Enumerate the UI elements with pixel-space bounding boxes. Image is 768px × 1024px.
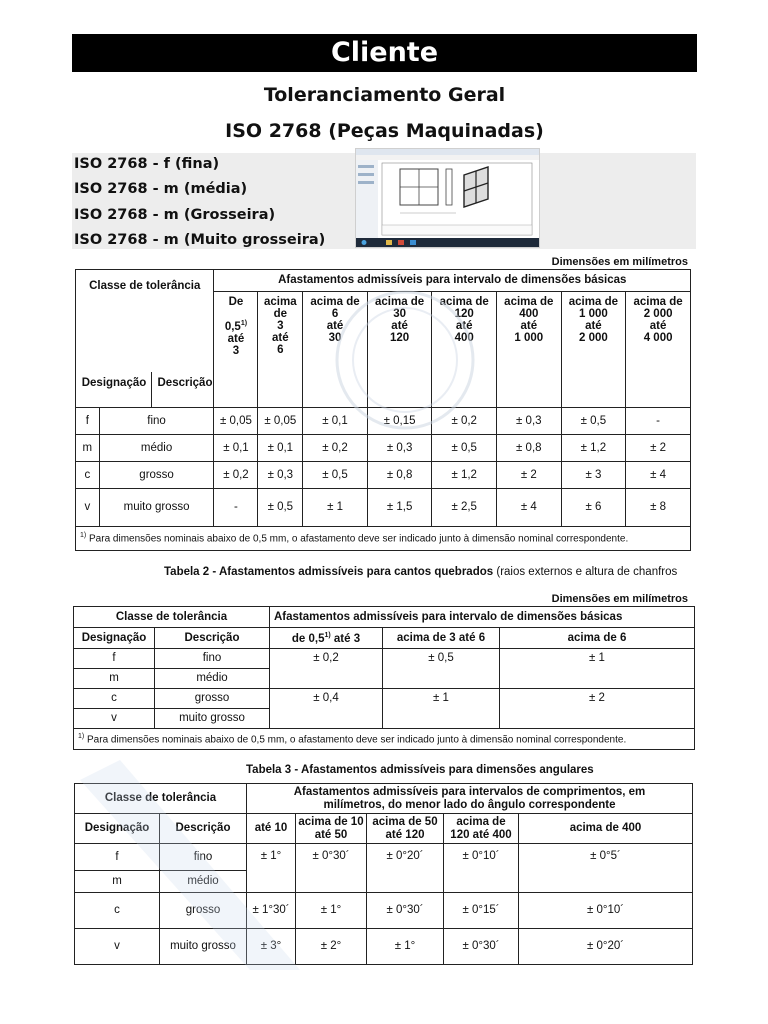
column-divider <box>151 372 152 407</box>
value-cell: ± 4 <box>497 489 562 527</box>
value-cell: ± 1,2 <box>561 435 626 462</box>
value-cell: ± 2 <box>626 435 691 462</box>
value-cell: ± 0°30´ <box>444 929 519 965</box>
group-header: Afastamentos admissíveis para intervalos de comprimentos, em milímetros, do menor lado do ângulo correspondente <box>247 784 693 814</box>
value-cell: ± 0°5´ <box>519 844 693 893</box>
value-cell: ± 0°15´ <box>444 893 519 929</box>
footnote: $^{1)}$ Para dimensões nominais abaixo de 0,5 mm, o afastamento deve ser indicado junto à dimensão nominal correspondente. <box>76 527 691 551</box>
range-header: acima de 10 até 50 <box>296 814 367 844</box>
value-cell: ± 0°20´ <box>367 844 444 893</box>
value-cell: ± 0,3 <box>367 435 432 462</box>
value-cell: ± 0,3 <box>258 462 303 489</box>
value-cell: ± 1 <box>383 688 500 728</box>
value-cell: ± 0,1 <box>258 435 303 462</box>
document-subtitle: Toleranciamento Geral <box>263 84 506 106</box>
value-cell: ± 0,4 <box>270 688 383 728</box>
grade-coarse: ISO 2768 - m (Grosseira) <box>74 207 276 223</box>
range-header: acima de 6 <box>500 628 695 649</box>
range-header: acima de 50 até 120 <box>367 814 444 844</box>
value-cell: ± 0,2 <box>270 649 383 689</box>
units-label: Dimensões em milímetros <box>551 256 688 268</box>
value-cell: ± 0,5 <box>258 489 303 527</box>
range-header: acima de 3 até 6 <box>258 292 303 408</box>
value-cell: ± 0,5 <box>561 408 626 435</box>
value-cell: ± 0°10´ <box>444 844 519 893</box>
range-header: acima de 120 até 400 <box>432 292 497 408</box>
designation-header: Designação <box>74 628 155 649</box>
range-header: acima de 400 <box>519 814 693 844</box>
value-cell: ± 0,05 <box>258 408 303 435</box>
value-cell: ± 0°10´ <box>519 893 693 929</box>
value-cell: ± 0°20´ <box>519 929 693 965</box>
designation-cell: c <box>76 462 100 489</box>
value-cell: ± 0,5 <box>303 462 368 489</box>
value-cell: ± 2,5 <box>432 489 497 527</box>
grade-medium: ISO 2768 - m (média) <box>74 181 248 197</box>
description-header: Descrição <box>160 814 247 844</box>
value-cell: ± 1,2 <box>432 462 497 489</box>
value-cell: ± 0,15 <box>367 408 432 435</box>
value-cell: ± 6 <box>561 489 626 527</box>
value-cell: ± 0,8 <box>497 435 562 462</box>
description-cell: muito grosso <box>160 929 247 965</box>
range-header: acima de 400 até 1 000 <box>497 292 562 408</box>
client-title-bar <box>72 34 697 72</box>
value-cell: ± 0,5 <box>383 649 500 689</box>
description-cell: médio <box>155 669 270 689</box>
description-header: Descrição <box>155 628 270 649</box>
designation-cell: c <box>74 688 155 708</box>
value-cell: ± 1 <box>303 489 368 527</box>
cad-drawing-image <box>356 149 539 247</box>
value-cell: ± 4 <box>626 462 691 489</box>
designation-cell: m <box>75 871 160 893</box>
designation-cell: m <box>76 435 100 462</box>
value-cell: ± 1° <box>296 893 367 929</box>
drawing-screenshot-thumbnail <box>355 148 540 248</box>
footnote: $^{1)}$ Para dimensões nominais abaixo de 0,5 mm, o afastamento deve ser indicado junto à dimensão nominal correspondente. <box>74 728 695 749</box>
description-cell: médio <box>99 435 214 462</box>
description-cell: fino <box>99 408 214 435</box>
value-cell: ± 1° <box>247 844 296 893</box>
designation-cell: v <box>75 929 160 965</box>
client-title: Cliente <box>330 37 439 68</box>
designation-cell: f <box>76 408 100 435</box>
value-cell: ± 0,3 <box>497 408 562 435</box>
class-header: Classe de tolerância <box>75 784 247 814</box>
range-header: acima de 1 000 até 2 000 <box>561 292 626 408</box>
designation-cell: m <box>74 669 155 689</box>
value-cell: ± 0,1 <box>303 408 368 435</box>
range-header: acima de 3 até 6 <box>383 628 500 649</box>
table2-caption: Tabela 2 - Afastamentos admissíveis para cantos quebrados (raios externos e altura de chanfros <box>164 566 678 578</box>
designation-cell: f <box>74 649 155 669</box>
broken-edges-table <box>73 606 695 750</box>
class-header: Classe de tolerância <box>74 607 270 628</box>
value-cell: ± 0°30´ <box>367 893 444 929</box>
value-cell: ± 3 <box>561 462 626 489</box>
grade-very-coarse: ISO 2768 - m (Muito grosseira) <box>74 232 326 248</box>
value-cell: ± 0,2 <box>214 462 258 489</box>
value-cell: ± 1,5 <box>367 489 432 527</box>
units-label: Dimensões em milímetros <box>551 593 688 605</box>
value-cell: - <box>626 408 691 435</box>
value-cell: ± 0°30´ <box>296 844 367 893</box>
linear-tolerance-table <box>75 269 691 551</box>
value-cell: ± 3° <box>247 929 296 965</box>
description-cell: grosso <box>155 688 270 708</box>
range-header: acima de 120 até 400 <box>444 814 519 844</box>
value-cell: ± 0,1 <box>214 435 258 462</box>
description-cell: fino <box>160 844 247 871</box>
designation-header: Designação <box>75 814 160 844</box>
value-cell: ± 1°30´ <box>247 893 296 929</box>
value-cell: ± 1 <box>500 649 695 689</box>
range-header: de 0,5$^{1)}$ até 3 <box>270 628 383 649</box>
value-cell: ± 0,05 <box>214 408 258 435</box>
grade-fine: ISO 2768 - f (fina) <box>74 156 220 172</box>
group-header: Afastamentos admissíveis para intervalo de dimensões básicas <box>270 607 695 628</box>
value-cell: ± 2 <box>497 462 562 489</box>
description-cell: muito grosso <box>155 708 270 728</box>
range-header: acima de 2 000 até 4 000 <box>626 292 691 408</box>
value-cell: ± 2° <box>296 929 367 965</box>
designation-cell: v <box>76 489 100 527</box>
description-cell: fino <box>155 649 270 669</box>
value-cell: ± 0,2 <box>432 408 497 435</box>
value-cell: ± 8 <box>626 489 691 527</box>
standard-title: ISO 2768 (Peças Maquinadas) <box>225 120 544 142</box>
designation-cell: c <box>75 893 160 929</box>
description-cell: grosso <box>160 893 247 929</box>
value-cell: ± 2 <box>500 688 695 728</box>
angular-tolerance-table <box>74 783 693 965</box>
value-cell: - <box>214 489 258 527</box>
class-header: Classe de tolerância <box>76 270 214 408</box>
range-header: acima de 6 até 30 <box>303 292 368 408</box>
designation-cell: v <box>74 708 155 728</box>
designation-header: Designação <box>81 377 147 389</box>
description-header: Descrição <box>157 377 213 389</box>
description-cell: médio <box>160 871 247 893</box>
designation-cell: f <box>75 844 160 871</box>
table3-caption: Tabela 3 - Afastamentos admissíveis para dimensões angulares <box>246 764 594 776</box>
group-header: Afastamentos admissíveis para intervalo de dimensões básicas <box>214 270 691 292</box>
value-cell: ± 0,5 <box>432 435 497 462</box>
range-header: acima de 30 até 120 <box>367 292 432 408</box>
description-cell: muito grosso <box>99 489 214 527</box>
range-header: De 0,5$^{1)}$ até 3 <box>214 292 258 408</box>
value-cell: ± 0,8 <box>367 462 432 489</box>
value-cell: ± 1° <box>367 929 444 965</box>
range-header: até 10 <box>247 814 296 844</box>
value-cell: ± 0,2 <box>303 435 368 462</box>
description-cell: grosso <box>99 462 214 489</box>
